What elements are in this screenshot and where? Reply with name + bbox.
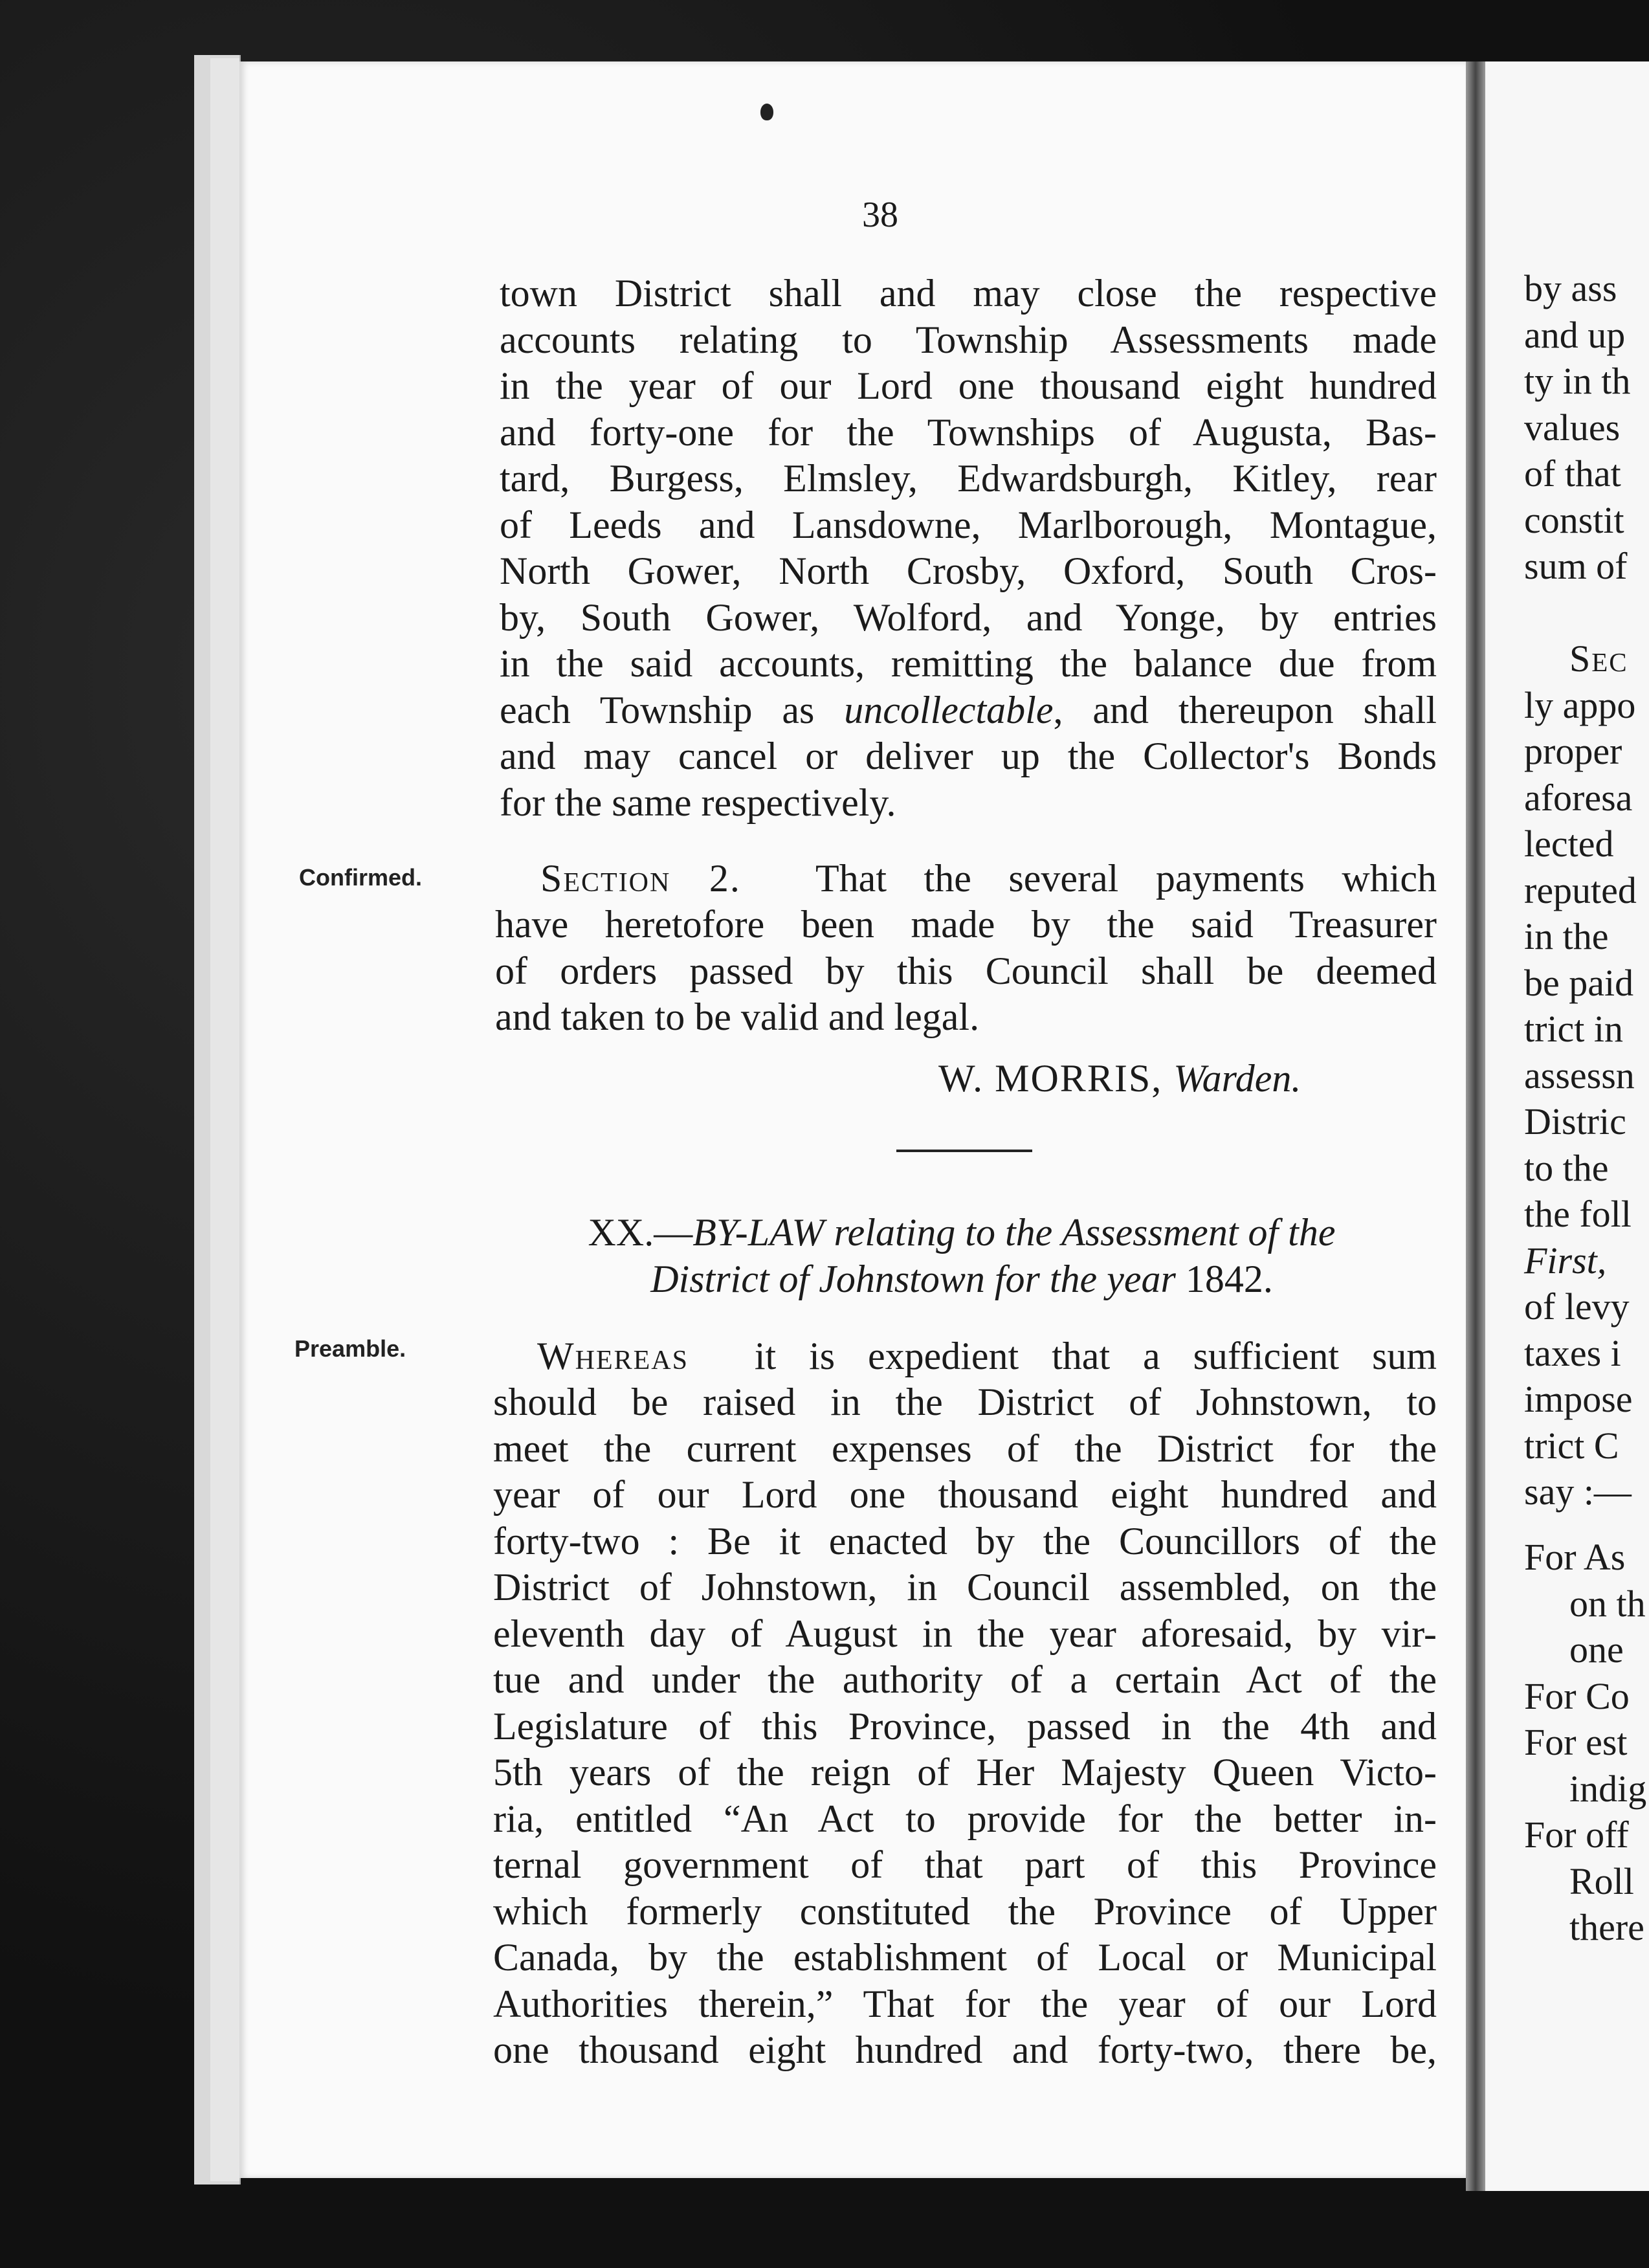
section-label: Section 2. [540, 857, 741, 900]
facing-line: assessn [1524, 1054, 1635, 1096]
facing-line [1524, 590, 1637, 636]
bylaw-title-1: BY-LAW relating to the Assessment of the [692, 1211, 1336, 1254]
text-line: eleventh day of August in the year aforesaid, by vir- [493, 1612, 1437, 1655]
text-line: District of Johnstown, in Council assembled, on the [493, 1566, 1437, 1608]
text-line: town District shall and may close the respective [500, 272, 1437, 315]
facing-line: ty in th [1524, 360, 1631, 402]
ink-smudge [760, 104, 773, 120]
facing-line: be paid [1524, 961, 1634, 1004]
bylaw-title-2: District of Johnstown for the year [650, 1258, 1176, 1300]
bylaw-year: 1842. [1185, 1258, 1273, 1300]
text-line: by, South Gower, Wolford, and Yonge, by entries [500, 595, 1437, 639]
text-line: should be raised in the District of Johnstown, to [493, 1381, 1437, 1423]
facing-line: trict C [1524, 1424, 1619, 1467]
facing-line: say :— [1524, 1471, 1632, 1513]
facing-page-table [1524, 1534, 1646, 1951]
preamble-first-word: Whereas [537, 1335, 689, 1377]
facing-table-line: For off [1524, 1814, 1629, 1856]
text-line: tue and under the authority of a certain Act of the [493, 1658, 1437, 1701]
text-line: year of our Lord one thousand eight hundred and [493, 1473, 1437, 1516]
signature [938, 1056, 1301, 1101]
facing-page-text [1524, 265, 1637, 1515]
section-2-first-line [540, 856, 1437, 902]
text-line: Canada, by the establishment of Local or Municipal [493, 1936, 1437, 1979]
facing-line: proper [1524, 730, 1622, 772]
text-line: of orders passed by this Council shall be deemed [495, 949, 1437, 992]
text-line: each Township as uncollectable, and thereupon shall [500, 688, 1437, 731]
facing-line: and up [1524, 313, 1626, 356]
text-line: Authorities therein,” That for the year of our Lord [493, 1982, 1437, 2025]
margin-note-preamble: Preamble. [294, 1335, 406, 1362]
facing-table-line: Roll [1569, 1860, 1634, 1902]
facing-line: ly appo [1524, 684, 1636, 726]
facing-line: by ass [1524, 267, 1617, 309]
page-number: 38 [862, 195, 898, 235]
section-2-paragraph [495, 902, 1437, 1041]
facing-line: sum of [1524, 545, 1628, 587]
text-line: and forty-one for the Townships of Augusta, Bas- [500, 410, 1437, 454]
text-line: tard, Burgess, Elmsley, Edwardsburgh, Kitley, rear [500, 457, 1437, 500]
facing-line: taxes i [1524, 1331, 1621, 1374]
facing-line: impose [1524, 1378, 1633, 1420]
facing-line: Sec [1569, 638, 1628, 680]
bylaw-heading-line-2 [493, 1256, 1430, 1302]
facing-table-line: on th [1569, 1582, 1646, 1625]
text-line: have heretofore been made by the said Treasurer [495, 903, 1437, 946]
signature-title: Warden. [1173, 1057, 1301, 1100]
text-line: forty-two : Be it enacted by the Councillors of the [493, 1519, 1437, 1562]
facing-table-line: For Co [1524, 1674, 1630, 1717]
text-line: Legislature of this Province, passed in the 4th and [493, 1704, 1437, 1748]
section-divider [896, 1150, 1032, 1152]
facing-line: in the [1524, 915, 1609, 957]
facing-line: constit [1524, 498, 1624, 541]
facing-line: Distric [1524, 1100, 1626, 1142]
facing-line: values [1524, 406, 1621, 449]
facing-line: reputed [1524, 869, 1637, 911]
text-line: in the said accounts, remitting the balance due from [500, 642, 1437, 685]
text-line: ternal government of that part of this Province [493, 1843, 1437, 1886]
text-line: accounts relating to Township Assessments made [500, 318, 1437, 361]
text-line: meet the current expenses of the District for the [493, 1427, 1437, 1470]
text-line: in the year of our Lord one thousand eight hundred [500, 364, 1437, 407]
text-line: of Leeds and Lansdowne, Marlborough, Montague, [500, 503, 1437, 546]
facing-table-line: one [1569, 1629, 1624, 1671]
continuation-paragraph [500, 271, 1437, 826]
facing-table-line: indig [1569, 1767, 1647, 1810]
text-line: for the same respectively. [500, 781, 896, 824]
facing-line: the foll [1524, 1193, 1632, 1235]
facing-table-line: there [1569, 1906, 1644, 1948]
facing-line: First, [1524, 1239, 1607, 1282]
facing-table-line: For As [1524, 1536, 1626, 1578]
preamble-paragraph [493, 1379, 1437, 2074]
text-line: one thousand eight hundred and forty-two, there be, [493, 2029, 1437, 2071]
facing-line: lected [1524, 823, 1614, 865]
text-line: ria, entitled “An Act to provide for the better in- [493, 1797, 1437, 1840]
facing-line: of that [1524, 452, 1621, 495]
facing-line: of levy [1524, 1285, 1630, 1328]
facing-line: trict in [1524, 1008, 1624, 1050]
text-line: That the several payments which [815, 857, 1437, 900]
margin-note-confirmed: Confirmed. [299, 864, 423, 891]
text-line: and may cancel or deliver up the Collector's Bonds [500, 735, 1437, 777]
text-line: and taken to be valid and legal. [495, 995, 980, 1038]
text-line: 5th years of the reign of Her Majesty Queen Victo- [493, 1751, 1437, 1794]
text-line: North Gower, North Crosby, Oxford, South Cros- [500, 550, 1437, 592]
page-edge-inner [210, 58, 241, 2181]
facing-table-line: For est [1524, 1721, 1628, 1763]
text-line: it is expedient that a sufficient sum [754, 1335, 1437, 1377]
preamble-first-line [537, 1333, 1437, 1380]
book-gutter [1466, 61, 1485, 2191]
signature-name: W. MORRIS, [938, 1057, 1163, 1100]
facing-line: aforesa [1524, 776, 1633, 819]
bylaw-heading [493, 1209, 1430, 1302]
facing-line: to the [1524, 1146, 1609, 1189]
text-line: which formerly constituted the Province of Upper [493, 1889, 1437, 1933]
bylaw-heading-line-1 [493, 1209, 1430, 1256]
bylaw-number: XX.— [588, 1211, 693, 1254]
emphasis-uncollectable: uncollectable [844, 688, 1054, 731]
